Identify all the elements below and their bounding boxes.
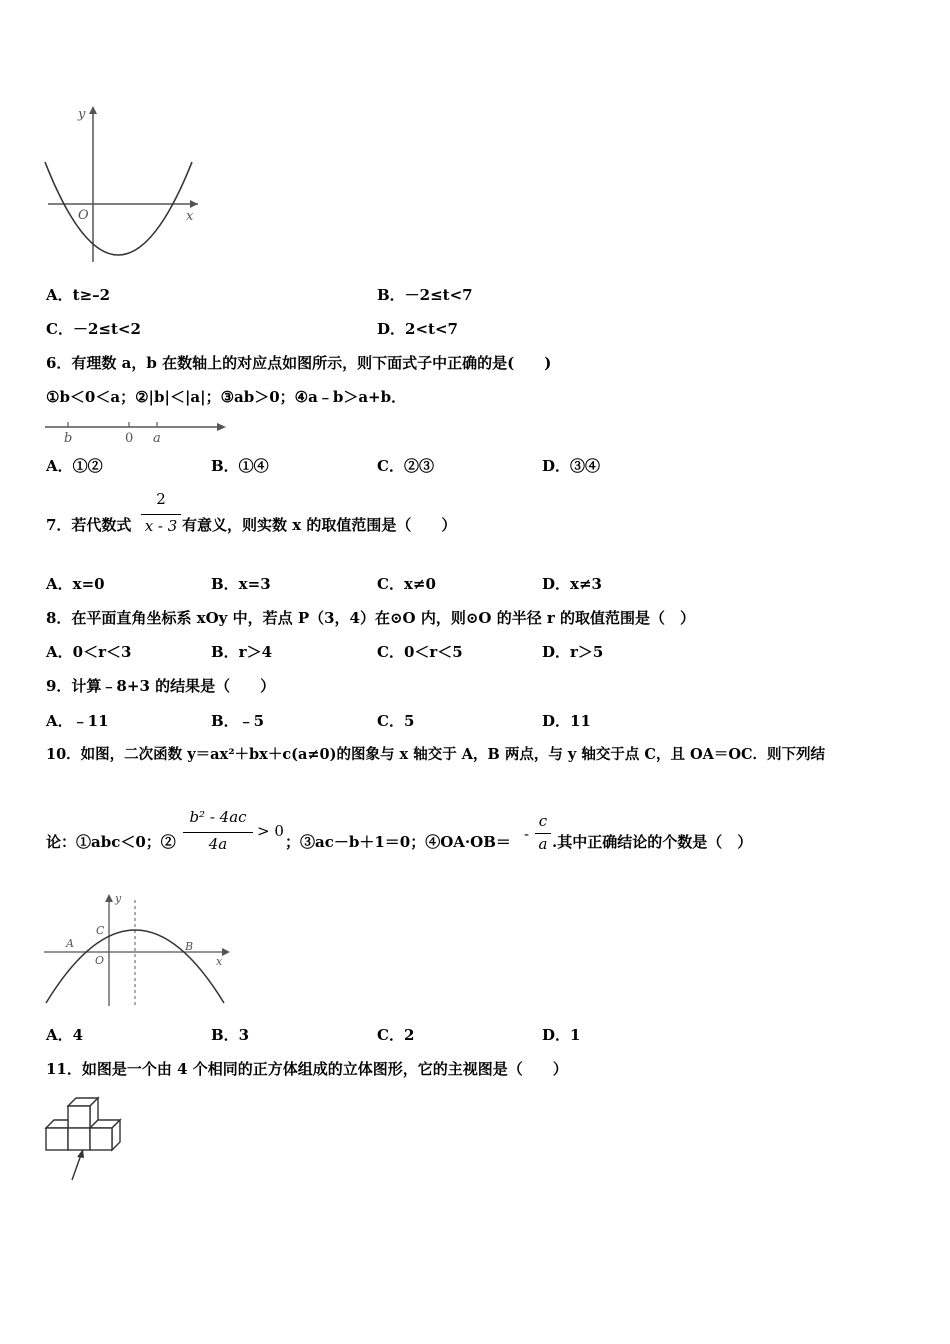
q5-option-c: C．－2≤t<2 [46, 320, 141, 338]
q10-option-c: C．2 [377, 1026, 415, 1044]
q6-number-line-figure [44, 418, 229, 446]
y-axis-arrow [89, 106, 97, 114]
q10-fraction-1-denominator: 4a [208, 835, 228, 853]
q7-fraction-numerator: 2 [156, 490, 166, 508]
number-line-arrow [217, 423, 226, 431]
q10-minus-sign: - [524, 825, 530, 843]
q6-option-d: D．③④ [542, 457, 601, 475]
q7-fraction-denominator: x - 3 [144, 517, 178, 535]
q11-cubes-figure [42, 1094, 132, 1184]
q10-stem: 10．如图，二次函数 y＝ax²＋bx＋c(a≠0)的图象与 x 轴交于 A，B 两点，与 y 轴交于点 C，且 OA＝OC．则下列结 [46, 746, 826, 763]
point-b-label: B [185, 940, 194, 953]
q10-fraction-1-numerator: b² - 4ac [189, 808, 247, 826]
q5-parabola-figure [40, 100, 200, 265]
q10-fraction-2-numerator: c [538, 812, 548, 830]
q10-line2-mid: ；③ac－b＋1＝0；④OA·OB＝ [285, 833, 511, 851]
q6-statements: ①b＜0＜a；②|b|＜|a|；③ab＞0；④a﹣b＞a+b． [46, 388, 407, 406]
q6-option-a: A．①② [46, 457, 103, 475]
label-zero: 0 [125, 431, 134, 446]
q10-gt-zero: > 0 [257, 822, 284, 840]
x-axis-arrow [222, 948, 230, 956]
q10-line2-prefix: 论：①abc＜0；② [46, 833, 176, 851]
q8-option-c: C．0＜r＜5 [377, 643, 463, 661]
q5-option-d: D．2<t<7 [377, 320, 458, 338]
q8-option-b: B．r＞4 [211, 643, 273, 661]
x-axis-label: x [216, 955, 223, 968]
q7-option-d: D．x≠3 [542, 575, 602, 593]
q8-option-d: D．r＞5 [542, 643, 604, 661]
q11-stem: 11．如图是一个由 4 个相同的正方体组成的立体图形，它的主视图是（ ） [46, 1060, 568, 1078]
q10-line2-suffix: .其中正确结论的个数是（ ） [552, 833, 753, 851]
q6-stem: 6．有理数 a，b 在数轴上的对应点如图所示，则下面式子中正确的是( ) [46, 354, 552, 372]
q7-option-c: C．x≠0 [377, 575, 436, 593]
right-cube-front-face [90, 1128, 112, 1150]
q8-option-a: A．0＜r＜3 [46, 643, 132, 661]
q7-prefix: 7．若代数式 [46, 516, 132, 534]
q10-fraction-2-bar [535, 833, 551, 834]
origin-label: O [78, 208, 89, 223]
label-a: a [153, 431, 161, 446]
q7-option-a: A．x=0 [46, 575, 105, 593]
left-cube-top-face [46, 1120, 68, 1128]
parabola-curve [45, 162, 192, 255]
middle-cube-front-face [68, 1128, 90, 1150]
q9-stem: 9．计算﹣8+3 的结果是（ ） [46, 677, 276, 695]
x-axis-label: x [186, 209, 194, 224]
q10-fraction-1-bar [183, 832, 253, 833]
q7-fraction [141, 490, 181, 540]
q9-option-c: C．5 [377, 712, 415, 730]
q8-stem: 8．在平面直角坐标系 xOy 中，若点 P（3，4）在⊙O 内，则⊙O 的半径 r 的取值范围是（ ） [46, 609, 696, 627]
point-c-label: C [96, 924, 105, 937]
q10-fraction-2-denominator: a [538, 835, 548, 853]
q10-parabola-figure [40, 890, 235, 1010]
q7-fraction-bar [141, 514, 181, 515]
q9-option-d: D．11 [542, 712, 591, 730]
y-axis-label: y [78, 107, 86, 122]
q9-option-b: B．﹣5 [211, 712, 265, 730]
q6-option-c: C．②③ [377, 457, 434, 475]
q10-option-d: D．1 [542, 1026, 581, 1044]
q10-option-b: B．3 [211, 1026, 250, 1044]
q5-option-a: A．t≥–2 [46, 286, 111, 304]
y-axis-label: y [115, 892, 122, 905]
label-b: b [64, 431, 73, 446]
origin-label: O [95, 954, 105, 967]
q10-option-a: A．4 [46, 1026, 84, 1044]
q7-option-b: B．x=3 [211, 575, 271, 593]
point-a-label: A [66, 937, 74, 950]
q7-suffix: 有意义，则实数 x 的取值范围是（ ） [182, 516, 457, 534]
left-cube-front-face [46, 1128, 68, 1150]
q10-fraction-2 [535, 812, 551, 858]
x-axis-arrow [190, 200, 198, 208]
q10-fraction-1 [183, 808, 253, 858]
y-axis-arrow [105, 894, 113, 902]
q9-option-a: A．﹣11 [46, 712, 109, 730]
top-cube-front-face [68, 1106, 90, 1128]
q5-option-b: B．－2≤t<7 [377, 286, 473, 304]
q6-option-b: B．①④ [211, 457, 269, 475]
